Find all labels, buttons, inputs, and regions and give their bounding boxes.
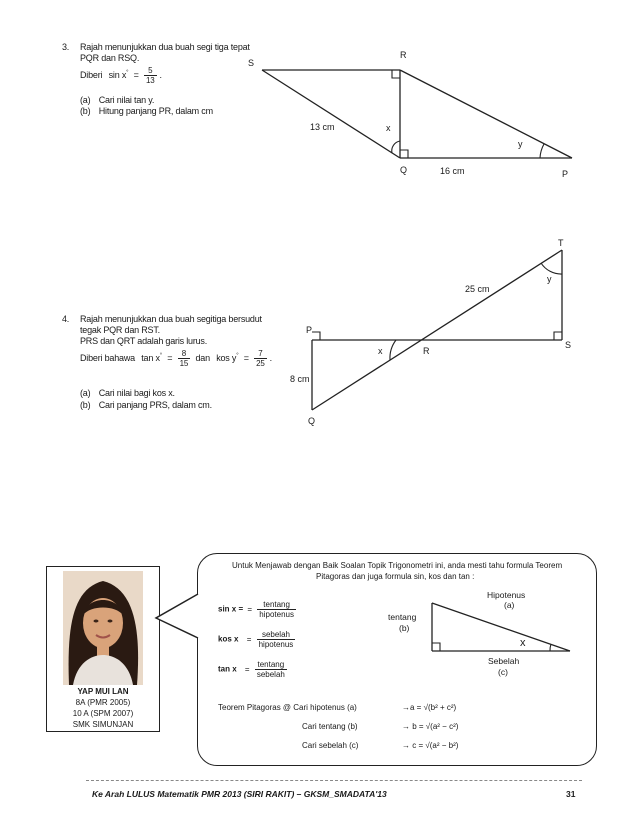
q3-angle-y-arc (540, 144, 544, 158)
q4-given-fraction2 (254, 349, 267, 368)
q3-given (80, 66, 162, 85)
profile-photo (63, 571, 143, 685)
q4-part-a-label: (a) (80, 388, 91, 398)
q3-given-fn: sin x (108, 69, 127, 80)
q4-given-and: dan (195, 352, 210, 363)
tan-label: tan x (218, 664, 237, 674)
sin-den: hipotenus (259, 610, 294, 619)
q4-part-b-label: (b) (80, 400, 91, 410)
kos-eq: = (246, 634, 252, 644)
q4-stem-line3: PRS dan QRT adalah garis lurus. (80, 336, 208, 346)
q4-part-a (80, 388, 175, 399)
q3-given-end: . (159, 69, 162, 80)
q4-given-num2: 7 (254, 349, 267, 359)
sin-fraction (257, 600, 296, 619)
sin-formula (218, 600, 299, 619)
q4-given-fraction1 (178, 349, 191, 368)
pyth-opp-text: Cari tentang (b) (302, 722, 358, 731)
q3-angle-x-arc (392, 141, 400, 153)
sin-num: tentang (257, 600, 296, 610)
q3-label-q: Q (400, 165, 408, 175)
tan-formula (218, 660, 290, 679)
reference-triangle (380, 585, 580, 680)
q3-label-r: R (400, 50, 407, 60)
q3-part-b-label: (b) (80, 106, 91, 116)
q4-part-b (80, 400, 212, 411)
profile-line3: SMK SIMUNJAN (72, 720, 134, 729)
q4-label-x: x (378, 346, 383, 356)
profile-name: YAP MUI LAN (77, 687, 129, 696)
q3-label-x: x (386, 123, 391, 133)
q3-given-fraction (144, 66, 157, 85)
q4-given-degree2: ° (236, 352, 239, 359)
kos-den: hipotenus (258, 640, 294, 649)
pyth-hyp-formula: →a = √(b² + c²) (402, 703, 457, 712)
ref-adj: Sebelah (488, 656, 520, 666)
q3-label-s: S (248, 58, 255, 68)
q4-label-y: y (547, 274, 552, 284)
q4-right-angle-p (312, 332, 320, 340)
q3-label-p: P (562, 169, 569, 179)
q3-diagram (240, 40, 590, 185)
profile-card (46, 566, 160, 732)
q3-part-a-label: (a) (80, 95, 91, 105)
page-number: 31 (566, 789, 576, 799)
q4-label-t: T (558, 238, 564, 248)
q4-given-end: . (269, 352, 272, 363)
footer-divider (86, 780, 582, 781)
ref-opp: tentang (388, 612, 417, 622)
q4-label-s: S (565, 340, 572, 350)
q4-given-num1: 8 (178, 349, 191, 359)
q3-part-b-text: Hitung panjang PR, dalam cm (98, 106, 213, 116)
q4-given-eq2: = (243, 352, 249, 363)
tips-intro-line1: Untuk Menjawab dengan Baik Soalan Topik Trigonometri ini, anda mesti tahu formula Teorem (232, 561, 563, 570)
q4-angle-y-arc (541, 263, 562, 274)
q3-label-y: y (518, 139, 523, 149)
q4-label-p: P (306, 325, 313, 335)
q3-label-qp: 16 cm (440, 166, 465, 176)
q4-given-fn1: tan x (141, 352, 160, 363)
q4-label-r: R (423, 346, 430, 356)
tan-eq: = (244, 664, 250, 674)
kos-fraction (257, 630, 296, 649)
q3-given-prefix: Diberi (80, 69, 103, 80)
q3-given-den: 13 (146, 76, 155, 85)
q4-given-degree1: ° (159, 352, 162, 359)
tan-fraction (255, 660, 287, 679)
kos-num: sebelah (257, 630, 296, 640)
q4-given-den1: 15 (179, 359, 189, 368)
q4-label-pq: 8 cm (290, 374, 310, 384)
q3-given-eq: = (133, 69, 139, 80)
sin-label: sin x = (218, 604, 244, 614)
q4-right-angle-s (554, 332, 562, 340)
q4-given-den2: 25 (256, 359, 265, 368)
q4-stem-line1: Rajah menunjukkan dua buah segitiga bersudut (80, 314, 262, 324)
q4-part-a-text: Cari nilai bagi kos x. (98, 388, 175, 398)
tan-den: sebelah (256, 670, 285, 679)
pyth-hyp-text: Teorem Pitagoras @ Cari hipotenus (a) (218, 703, 357, 712)
q4-given-fn2: kos y (216, 352, 237, 363)
q3-given-num: 5 (144, 66, 157, 76)
q3-given-degree: ° (126, 69, 129, 76)
q3-part-a-text: Cari nilai tan y. (98, 95, 155, 105)
tips-intro-line2: Pitagoras dan juga formula sin, kos dan tan : (316, 572, 475, 581)
q4-given (80, 349, 272, 368)
sin-eq: = (247, 604, 253, 614)
ref-adj-tag: (c) (498, 667, 508, 677)
footer-title: Ke Arah LULUS Matematik PMR 2013 (SIRI RAKIT) – GKSM_SMADATA'13 (92, 789, 387, 799)
pyth-adj-formula: → c = √(a² − b²) (402, 741, 459, 750)
q3-right-angle-q (400, 150, 408, 158)
kos-formula (218, 630, 298, 649)
q4-given-prefix: Diberi bahawa (80, 352, 135, 363)
profile-line1: 8A (PMR 2005) (75, 698, 131, 707)
q4-stem-line2: tegak PQR dan RST. (80, 325, 160, 335)
q3-stem-line2: PQR dan RSQ. (80, 53, 140, 63)
profile-line2: 10 A (SPM 2007) (72, 709, 134, 718)
q3-label-sq: 13 cm (310, 122, 335, 132)
q4-label-rt: 25 cm (465, 284, 490, 294)
q3-part-b (80, 106, 213, 117)
q3-part-a (80, 95, 154, 106)
q4-diagram (290, 232, 600, 432)
q3-number: 3. (62, 42, 70, 52)
q3-stem-line1: Rajah menunjukkan dua buah segi tiga tepat (80, 42, 250, 52)
q4-part-b-text: Cari panjang PRS, dalam cm. (98, 400, 212, 410)
ref-x: x (520, 637, 526, 649)
q3-right-angle-r (392, 70, 400, 78)
ref-hyp-tag: (a) (504, 600, 515, 610)
ref-opp-tag: (b) (399, 623, 410, 633)
kos-label: kos x (218, 634, 239, 644)
ref-hyp: Hipotenus (487, 590, 526, 600)
q4-number: 4. (62, 314, 70, 324)
pyth-opp-formula: → b = √(a² − c²) (402, 722, 459, 731)
tan-num: tentang (255, 660, 287, 670)
q4-label-q: Q (308, 416, 316, 426)
q4-given-eq1: = (167, 352, 173, 363)
pyth-adj-text: Cari sebelah (c) (302, 741, 359, 750)
bubble-tail (150, 590, 202, 650)
